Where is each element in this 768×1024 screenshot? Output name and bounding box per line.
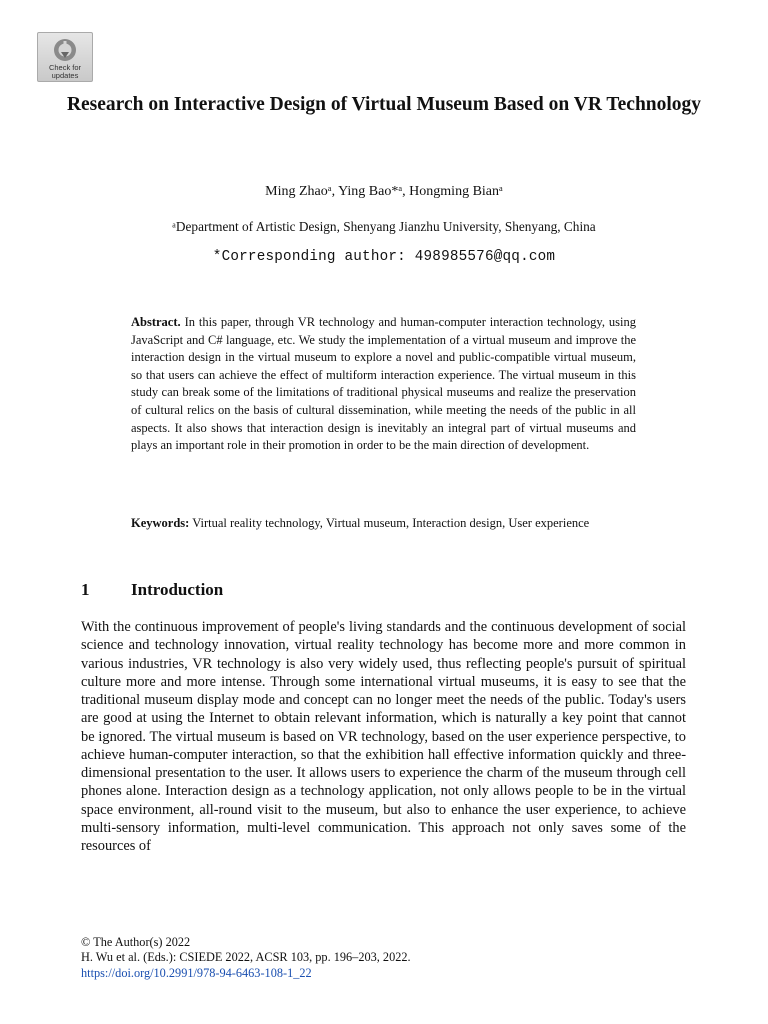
corresponding-author: *Corresponding author: 498985576@qq.com	[212, 249, 556, 265]
copyright-line: © The Author(s) 2022	[81, 935, 191, 949]
abstract-text: In this paper, through VR technology and human-computer interaction technology, using JavaScript and C# language, etc. We study the implementation of a virtual museum and improve the interaction design in the virtual museum to explore a novel and public-compatible virtual museum, so that users can achieve the effect of multiform interaction experience. The virtual museum in this study can break some of the limitations of traditional physical museums and realize the preservation of cultural relics on the basis of cultural dissemination, while meeting the needs of the public in all aspects. It also shows that interaction design is inevitably an integral part of virtual museums and plays an important role in their promotion in order to be the main direction of development.	[131, 315, 637, 453]
author-list: Ming Zhaoᵃ, Ying Bao*ᵃ, Hongming Bianᵃ	[265, 184, 503, 199]
badge-label: Check for updates	[48, 63, 82, 80]
section-number: 1	[81, 580, 90, 599]
doi-link[interactable]: https://doi.org/10.2991/978-94-6463-108-1_22	[81, 965, 312, 980]
check-for-updates-icon	[52, 37, 78, 63]
affiliation: ᵃDepartment of Artistic Design, Shenyang Jianzhu University, Shenyang, China	[172, 219, 596, 234]
section-heading	[81, 579, 223, 601]
paper-title: Research on Interactive Design of Virtual Museum Based on VR Technology	[66, 94, 702, 115]
keywords-label: Keywords:	[131, 516, 190, 530]
keywords-text: Virtual reality technology, Virtual museum, Interaction design, User experience	[192, 516, 590, 530]
section-title: Introduction	[131, 580, 224, 599]
citation-line: H. Wu et al. (Eds.): CSIEDE 2022, ACSR 103, pp. 196–203, 2022.	[81, 950, 411, 965]
check-for-updates-badge[interactable]	[37, 32, 93, 82]
keywords-block	[131, 515, 636, 533]
footer	[81, 935, 411, 981]
abstract-label: Abstract.	[131, 315, 181, 329]
abstract-block	[131, 314, 636, 455]
body-paragraph: With the continuous improvement of people's living standards and the continuous development of social science and technology innovation, virtual reality technology has become more and more common in various industries, VR technology is also very widely used, thus reflecting people's pursuit of spiritual culture more and more intense. Through some international virtual museums, it is easy to see that the traditional museum display mode and concept can no longer meet the needs of the public. Today's users are good at using the Internet to obtain relevant information, which is naturally a key point that cannot be ignored. The virtual museum is based on VR technology, based on the user experience perspective, to achieve human-computer interaction, so that the exhibition hall effective information quickly and three-dimensional presentation to the user. It allows users to experience the charm of the museum through cell phones alone. Interaction design as a technology application, not only allows people to be in the virtual space environment, all-round visit to the museum, but also to enhance the user experience, to achieve multi-sensory information, multi-level communication. This approach not only saves some of the resources of	[81, 619, 686, 854]
